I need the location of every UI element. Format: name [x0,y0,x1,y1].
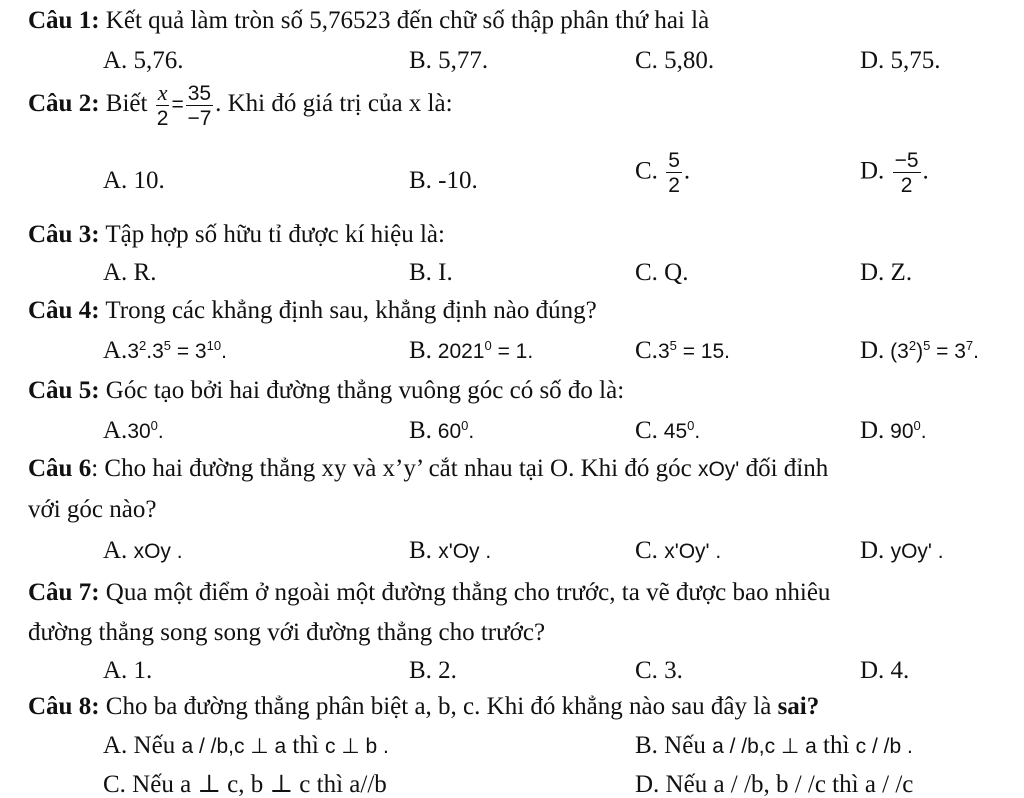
question-1-label: Câu 1: [28,7,100,34]
q5-b-math: $60^0$. [431,418,475,443]
q6-c-math: x'Oy' . [664,540,722,563]
question-1 [28,8,709,33]
question-3-text: Tập hợp số hữu tỉ được kí hiệu là: [99,221,445,248]
question-6 [28,456,828,481]
question-8-text: Cho ba đường thẳng phân biệt a, b, c. Khi đó khẳng nào sau đây là [99,693,778,720]
q2-fraction-1 [156,82,170,129]
q2-option-d-prefix: D. [860,157,891,185]
q6-option-c [635,538,721,563]
q8-b-math2: c / /b . [855,735,913,758]
q3-option-a: A. R. [103,259,157,286]
q8-option-c: C. Nếu a ⊥ c, b ⊥ c thì a//b [103,771,387,798]
q5-option-b [409,418,474,443]
q2-option-c [635,150,690,196]
q6-d-math: yOy' . [890,540,944,563]
q2-frac1-den: 2 [156,107,169,130]
q8-a-math2: c ⊥ b . [325,735,389,758]
q8-option-d: D. Nếu a / /b, b / /c thì a / /c [635,771,914,798]
q1-option-d: D. 5,75. [860,47,941,74]
question-2-label: Câu 2: [28,90,100,118]
q2-option-c-den: 2 [668,174,680,197]
q6-a-math: xOy . [133,540,183,563]
q4-option-b [409,338,533,363]
q5-option-c [635,418,700,443]
question-3-label: Câu 3: [28,221,100,248]
question-7-text-1: Qua một điểm ở ngoài một đường thẳng cho trước, ta vẽ được bao nhiêu [99,579,831,606]
question-6-label: Câu 6 [28,455,92,482]
q8-b-math: a / /b,c ⊥ a [712,735,817,758]
q4-option-c [635,338,730,363]
q4-a-math: $3^2.3^5 = 3^{10}$. [127,338,227,363]
question-6-angle: xOy' [697,458,740,481]
question-7 [28,580,830,605]
q8-a-mid: thì [286,732,326,759]
q3-option-d: D. Z. [860,259,913,286]
q2-option-d-num: −5 [894,149,919,172]
q4-c-math: $3^5 = 15$. [657,338,730,363]
q5-c-math: $45^0$. [657,418,701,443]
q1-option-a: A. 5,76. [103,47,184,74]
q1-option-c: C. 5,80. [635,47,715,74]
question-4-label: Câu 4: [28,297,100,324]
q2-frac2-den: −7 [187,106,212,130]
q2-option-c-num: 5 [668,149,680,172]
q4-d-prefix: D. [860,337,885,364]
question-1-text: Kết quả làm tròn số 5,76523 đến chữ số thập phân thứ hai là [99,7,710,34]
q2-option-a: A. 10. [103,167,165,194]
q6-b-prefix: B. [409,537,439,564]
q2-option-d [860,150,929,196]
q8-option-a [103,733,389,758]
question-2-text-after: . Khi đó giá trị của x là: [215,90,453,118]
q6-option-d [860,538,944,563]
question-5-text: Góc tạo bởi hai đường thẳng vuông góc có số đo là: [99,377,625,404]
q4-b-math: $2021^0 = 1$. [431,338,534,363]
q7-option-d: D. 4. [860,657,910,684]
q5-a-prefix: A. [103,417,128,444]
question-6-text-a: : Cho hai đường thẳng xy và x’y’ cắt nhau tại O. Khi đó góc [91,455,698,482]
q3-option-b: B. I. [409,259,453,286]
q5-d-prefix: D. [860,417,885,444]
question-5 [28,378,624,403]
q8-option-b [635,733,913,758]
q4-c-prefix: C. [635,337,658,364]
question-6-text-b: đối đỉnh [739,455,829,482]
q7-option-c: C. 3. [635,657,683,684]
question-4-text: Trong các khẳng định sau, khẳng định nào đúng? [99,297,597,324]
q6-d-prefix: D. [860,537,891,564]
q6-b-math: x'Oy . [438,540,492,563]
q5-b-prefix: B. [409,417,432,444]
q2-equals: = [171,93,184,117]
q5-c-prefix: C. [635,417,658,444]
q8-a-math: a / /b,c ⊥ a [181,735,287,758]
question-5-label: Câu 5: [28,377,100,404]
q8-b-prefix: B. Nếu [635,732,713,759]
q7-option-b: B. 2. [409,657,457,684]
q7-option-a: A. 1. [103,657,153,684]
q4-option-a [103,338,227,363]
q1-option-b: B. 5,77. [409,47,489,74]
question-6-line-2: với góc nào? [28,496,157,523]
q2-frac2-num: 35 [187,81,212,105]
question-8-text-bold: sai? [777,693,820,720]
q8-a-prefix: A. Nếu [103,732,182,759]
q3-option-c: C. Q. [635,259,689,286]
q6-option-b [409,538,491,563]
q6-a-prefix: A. [103,537,134,564]
q6-option-a [103,538,183,563]
question-2-text-before: Biết [99,90,154,118]
q4-option-d [860,338,979,363]
q5-a-math: $30^0$. [127,418,164,443]
q4-b-prefix: B. [409,337,432,364]
q2-option-b: B. -10. [409,167,478,194]
q2-option-c-suffix: . [683,157,691,185]
q4-a-prefix: A. [103,337,128,364]
q2-frac1-num: x [157,80,168,105]
question-4 [28,298,597,323]
question-2 [28,82,453,129]
q5-d-math: $90^0$. [884,418,927,443]
question-8-label: Câu 8: [28,693,100,720]
question-7-label: Câu 7: [28,579,100,606]
question-3 [28,222,445,247]
q2-option-d-suffix: . [922,157,929,185]
question-8 [28,694,819,719]
q4-d-math: $(3^2)^5 = 3^7$. [884,338,979,363]
q2-option-d-den: 2 [900,174,913,197]
q2-option-c-prefix: C. [635,157,665,185]
q6-c-prefix: C. [635,537,665,564]
question-7-line-2: đường thẳng song song với đường thẳng cho trước? [28,619,546,646]
q2-fraction-2 [186,83,213,129]
q8-b-mid: thì [816,732,856,759]
q5-option-d [860,418,927,443]
q5-option-a [103,418,164,443]
